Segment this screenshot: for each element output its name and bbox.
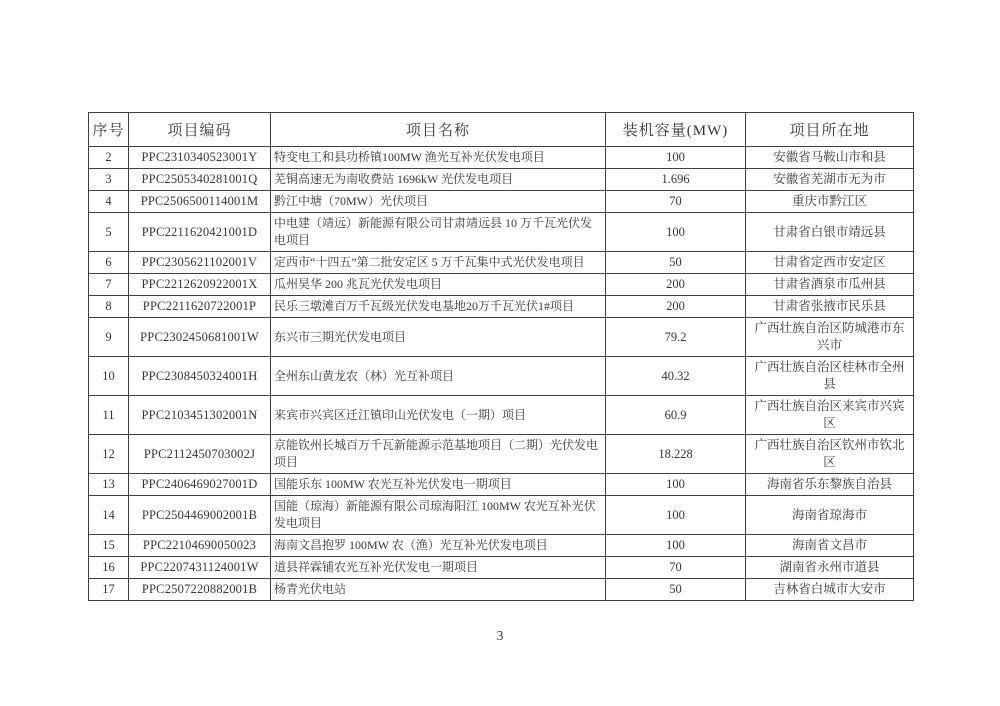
table-row bbox=[89, 474, 914, 496]
cell-installed-capacity: 18.228 bbox=[606, 435, 746, 474]
table-header-row bbox=[89, 113, 914, 147]
cell-project-name: 国能乐东 100MW 农光互补光伏发电一期项目 bbox=[271, 474, 606, 496]
cell-project-location: 甘肃省酒泉市瓜州县 bbox=[746, 274, 914, 296]
cell-serial-number: 3 bbox=[89, 169, 129, 191]
cell-installed-capacity: 70 bbox=[606, 557, 746, 579]
cell-installed-capacity: 60.9 bbox=[606, 396, 746, 435]
cell-installed-capacity: 200 bbox=[606, 296, 746, 318]
table-row bbox=[89, 318, 914, 357]
cell-project-location: 广西壮族自治区防城港市东兴市 bbox=[746, 318, 914, 357]
cell-project-code: PPC2504469002001B bbox=[129, 496, 271, 535]
header-project-name: 项目名称 bbox=[271, 113, 606, 147]
cell-project-location: 海南省乐东黎族自治县 bbox=[746, 474, 914, 496]
cell-project-location: 甘肃省白银市靖远县 bbox=[746, 213, 914, 252]
table-row bbox=[89, 535, 914, 557]
cell-installed-capacity: 100 bbox=[606, 496, 746, 535]
cell-installed-capacity: 79.2 bbox=[606, 318, 746, 357]
table-row bbox=[89, 396, 914, 435]
cell-serial-number: 7 bbox=[89, 274, 129, 296]
cell-serial-number: 17 bbox=[89, 579, 129, 601]
cell-project-code: PPC2507220882001B bbox=[129, 579, 271, 601]
page-number: 3 bbox=[496, 628, 504, 643]
cell-serial-number: 6 bbox=[89, 252, 129, 274]
cell-project-name: 海南文昌抱罗 100MW 农（渔）光互补光伏发电项目 bbox=[271, 535, 606, 557]
cell-project-code: PPC2103451302001N bbox=[129, 396, 271, 435]
cell-installed-capacity: 40.32 bbox=[606, 357, 746, 396]
cell-project-code: PPC22104690050023 bbox=[129, 535, 271, 557]
cell-project-location: 安徽省芜湖市无为市 bbox=[746, 169, 914, 191]
table-body bbox=[89, 147, 914, 601]
cell-project-code: PPC2212620922001X bbox=[129, 274, 271, 296]
cell-serial-number: 15 bbox=[89, 535, 129, 557]
cell-project-name: 黔江中塘（70MW）光伏项目 bbox=[271, 191, 606, 213]
cell-serial-number: 14 bbox=[89, 496, 129, 535]
cell-project-code: PPC2505340281001Q bbox=[129, 169, 271, 191]
cell-project-location: 海南省文昌市 bbox=[746, 535, 914, 557]
table-row bbox=[89, 147, 914, 169]
table-row bbox=[89, 169, 914, 191]
cell-project-name: 定西市“十四五”第二批安定区 5 万千瓦集中式光伏发电项目 bbox=[271, 252, 606, 274]
cell-project-code: PPC2112450703002J bbox=[129, 435, 271, 474]
cell-project-code: PPC2302450681001W bbox=[129, 318, 271, 357]
header-project-location: 项目所在地 bbox=[746, 113, 914, 147]
cell-project-name: 东兴市三期光伏发电项目 bbox=[271, 318, 606, 357]
cell-project-code: PPC2308450324001H bbox=[129, 357, 271, 396]
cell-installed-capacity: 100 bbox=[606, 474, 746, 496]
header-installed-capacity: 装机容量(MW) bbox=[606, 113, 746, 147]
cell-project-name: 国能（琼海）新能源有限公司琼海阳江 100MW 农光互补光伏发电项目 bbox=[271, 496, 606, 535]
cell-project-location: 甘肃省定西市安定区 bbox=[746, 252, 914, 274]
cell-serial-number: 4 bbox=[89, 191, 129, 213]
cell-serial-number: 10 bbox=[89, 357, 129, 396]
cell-project-name: 杨青光伏电站 bbox=[271, 579, 606, 601]
cell-serial-number: 13 bbox=[89, 474, 129, 496]
header-serial-number: 序号 bbox=[89, 113, 129, 147]
cell-project-name: 芜铜高速无为南收费站 1696kW 光伏发电项目 bbox=[271, 169, 606, 191]
cell-project-code: PPC2310340523001Y bbox=[129, 147, 271, 169]
header-project-code: 项目编码 bbox=[129, 113, 271, 147]
cell-project-location: 广西壮族自治区桂林市全州县 bbox=[746, 357, 914, 396]
cell-project-location: 甘肃省张掖市民乐县 bbox=[746, 296, 914, 318]
cell-project-name: 来宾市兴宾区迁江镇印山光伏发电（一期）项目 bbox=[271, 396, 606, 435]
cell-project-code: PPC2305621102001V bbox=[129, 252, 271, 274]
table-row bbox=[89, 252, 914, 274]
cell-serial-number: 2 bbox=[89, 147, 129, 169]
cell-project-code: PPC2406469027001D bbox=[129, 474, 271, 496]
cell-installed-capacity: 100 bbox=[606, 535, 746, 557]
cell-project-location: 广西壮族自治区钦州市钦北区 bbox=[746, 435, 914, 474]
cell-serial-number: 9 bbox=[89, 318, 129, 357]
cell-project-name: 京能钦州长城百万千瓦新能源示范基地项目（二期）光伏发电项目 bbox=[271, 435, 606, 474]
cell-serial-number: 5 bbox=[89, 213, 129, 252]
table-row bbox=[89, 274, 914, 296]
cell-installed-capacity: 1.696 bbox=[606, 169, 746, 191]
table-row bbox=[89, 191, 914, 213]
cell-project-code: PPC2211620722001P bbox=[129, 296, 271, 318]
cell-project-name: 全州东山黄龙农（林）光互补项目 bbox=[271, 357, 606, 396]
table-row bbox=[89, 557, 914, 579]
cell-project-name: 民乐三墩滩百万千瓦级光伏发电基地20万千瓦光伏1#项目 bbox=[271, 296, 606, 318]
cell-project-code: PPC2211620421001D bbox=[129, 213, 271, 252]
cell-installed-capacity: 100 bbox=[606, 147, 746, 169]
cell-project-name: 中电建（靖远）新能源有限公司甘肃靖远县 10 万千瓦光伏发电项目 bbox=[271, 213, 606, 252]
table-row bbox=[89, 213, 914, 252]
cell-project-location: 广西壮族自治区来宾市兴宾区 bbox=[746, 396, 914, 435]
table-row bbox=[89, 496, 914, 535]
cell-project-location: 海南省琼海市 bbox=[746, 496, 914, 535]
cell-installed-capacity: 200 bbox=[606, 274, 746, 296]
cell-project-location: 安徽省马鞍山市和县 bbox=[746, 147, 914, 169]
cell-project-name: 特变电工和县功桥镇100MW 渔光互补光伏发电项目 bbox=[271, 147, 606, 169]
cell-project-location: 湖南省永州市道县 bbox=[746, 557, 914, 579]
cell-installed-capacity: 100 bbox=[606, 213, 746, 252]
cell-serial-number: 8 bbox=[89, 296, 129, 318]
table-row bbox=[89, 357, 914, 396]
cell-project-code: PPC2506500114001M bbox=[129, 191, 271, 213]
table-row bbox=[89, 435, 914, 474]
cell-serial-number: 16 bbox=[89, 557, 129, 579]
cell-project-name: 道县祥霖铺农光互补光伏发电一期项目 bbox=[271, 557, 606, 579]
cell-installed-capacity: 50 bbox=[606, 579, 746, 601]
cell-project-code: PPC2207431124001W bbox=[129, 557, 271, 579]
table-row bbox=[89, 579, 914, 601]
cell-installed-capacity: 50 bbox=[606, 252, 746, 274]
cell-serial-number: 11 bbox=[89, 396, 129, 435]
cell-installed-capacity: 70 bbox=[606, 191, 746, 213]
cell-project-name: 瓜州昊华 200 兆瓦光伏发电项目 bbox=[271, 274, 606, 296]
cell-project-location: 重庆市黔江区 bbox=[746, 191, 914, 213]
table-row bbox=[89, 296, 914, 318]
cell-project-location: 吉林省白城市大安市 bbox=[746, 579, 914, 601]
project-table bbox=[88, 112, 914, 601]
cell-serial-number: 12 bbox=[89, 435, 129, 474]
